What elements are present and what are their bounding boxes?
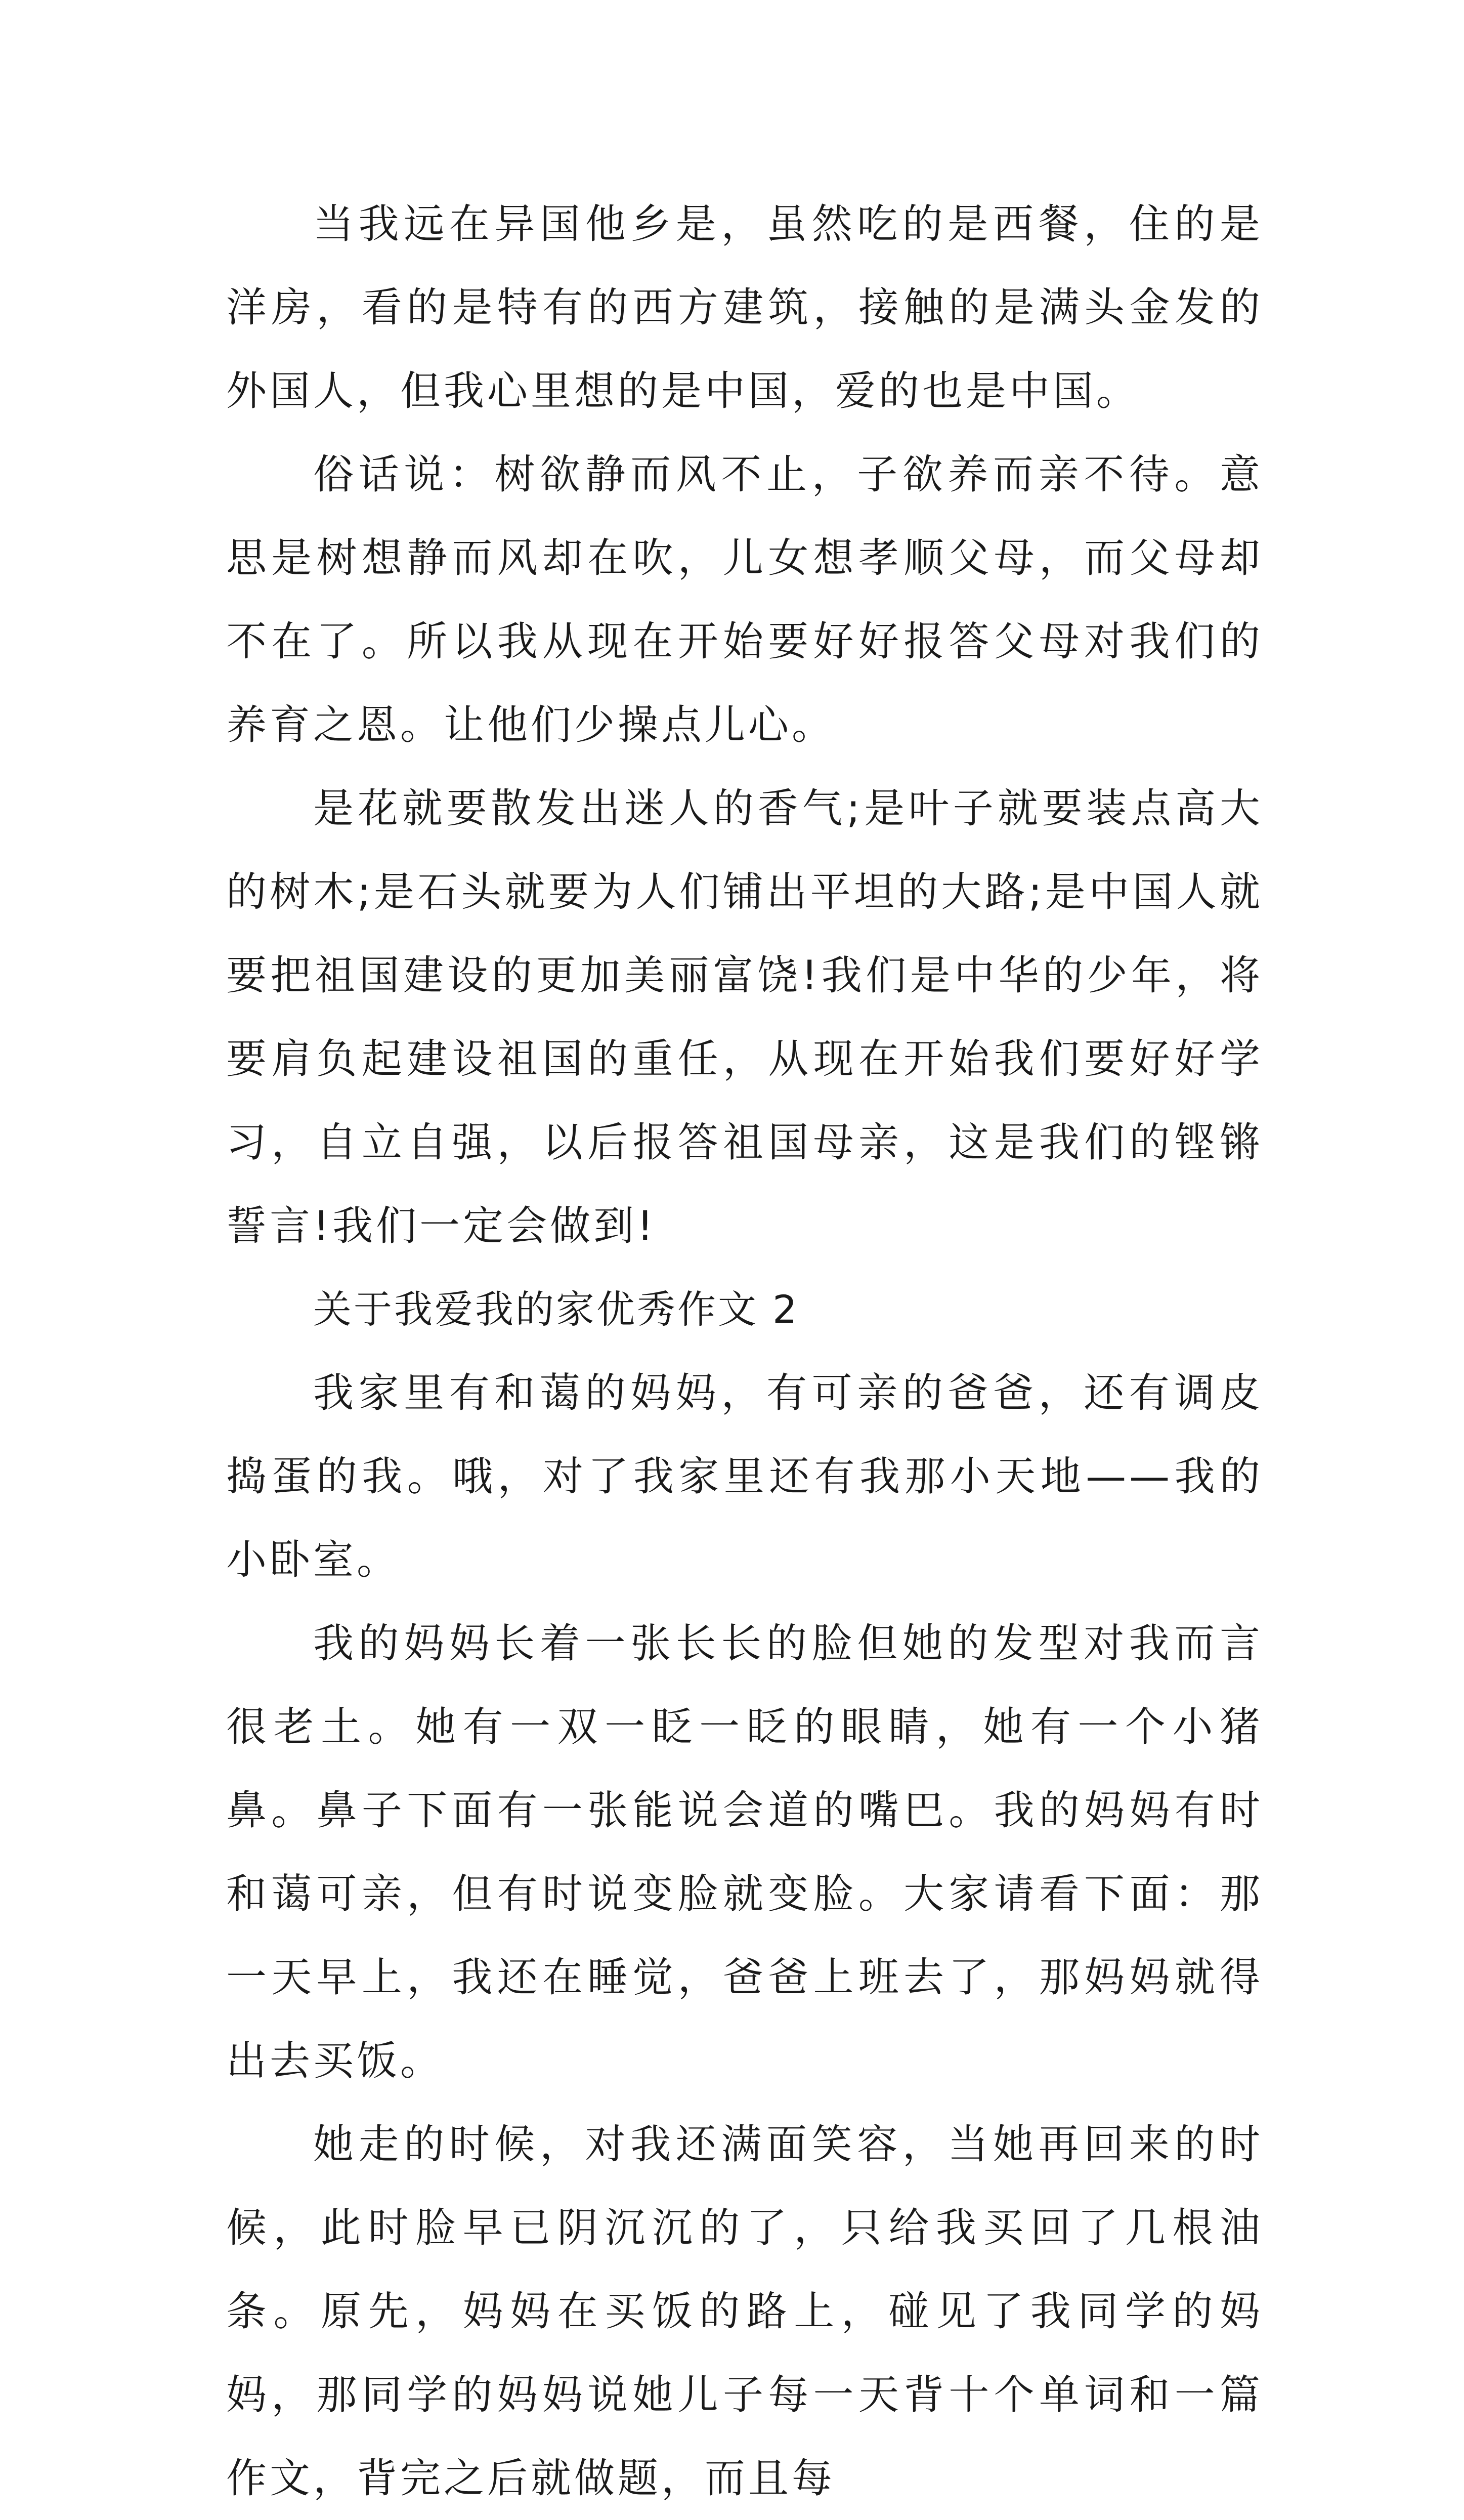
paragraph: 俗话说：树欲静而风不止，子欲养而亲不待。意思是树想静而风却在吹，儿女想孝顺父母，而父母却不在了。所以我从现在开始要好好报答父母对我们的养育之恩。让他们少操点儿心。 [226, 451, 1263, 748]
paragraph: 她走的时候，对我还满面笑容，当她再回来的时候，此时脸早已阴沉沉的了，只给我买回了几根油条。原先，妈妈在买饭的路上，碰见了我同学的妈妈，那同学的妈妈说她儿子每一天背十个单词和一篇作文，背完之后就做题，而且每 [226, 2121, 1263, 2502]
section-title: 关于我爱我的家优秀作文 2 [313, 1287, 799, 1332]
document-body [226, 182, 1263, 2520]
paragraph: 我家里有和蔼的妈妈，有可亲的爸爸，还有调皮捣蛋的我。哦，对了我家里还有我那小天地——我的小卧室。 [226, 1369, 1263, 1583]
paragraph: 我的妈妈长着一张长长的脸但她的发型对我而言很老土。她有一双一眨一眨的眼睛，她有一个小猪鼻。鼻子下面有一张能说会道的嘴巴。我的妈妈有时和蔼可亲，但有时说变脸就变脸。大家请看下面：那一天早上，我还在睡觉，爸爸上班去了，那妈妈就得出去买饭。 [226, 1620, 1263, 2084]
paragraph: 当我远在异国他乡是，虽然吃的是西餐，住的是洋房，看的是特有的西方建筑，接触的是满头金发的外国人，但我心里想的是中国，爱的也是中国。 [226, 200, 1263, 414]
paragraph: 是花就要散发出迷人的香气;是叶子就要装点高大的树木;是石头就要为人们铺出平坦的大路;是中国人就要把祖国建设的更加美丽富饶!我们是中华的少年，将要肩负起建设祖国的重任，从现在开始我们要好好学习，自立自强，以后报答祖国母亲，这是我们的铿锵誓言!我们一定会做到! [226, 785, 1263, 1249]
